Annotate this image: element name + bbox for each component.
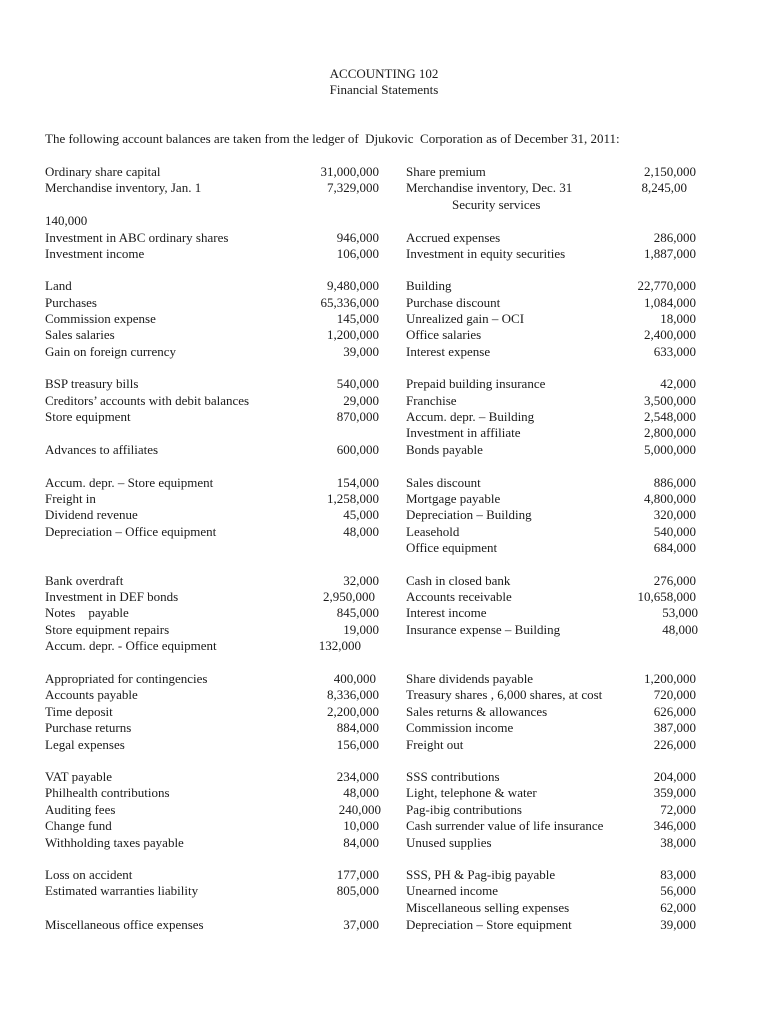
account-balance: 633,000 xyxy=(653,344,696,359)
account-name: SSS, PH & Pag-ibig payable xyxy=(406,867,556,882)
account-balance: 38,000 xyxy=(660,835,696,850)
account-name: Unrealized gain – OCI xyxy=(406,311,525,326)
account-balance: 684,000 xyxy=(653,540,696,555)
account-balance: 946,000 xyxy=(336,230,379,245)
account-name: Unearned income xyxy=(406,883,499,898)
ledger-row xyxy=(0,344,768,360)
account-balance: 37,000 xyxy=(343,917,379,932)
account-name: Depreciation – Building xyxy=(406,507,532,522)
account-balance: 886,000 xyxy=(653,475,696,490)
account-name: Depreciation – Office equipment xyxy=(45,524,217,539)
ledger-row xyxy=(0,687,768,703)
account-name: VAT payable xyxy=(45,769,113,784)
account-name: Light, telephone & water xyxy=(406,785,537,800)
ledger-row xyxy=(0,230,768,246)
account-balance: 39,000 xyxy=(660,917,696,932)
ledger-row xyxy=(0,507,768,523)
account-name: Freight out xyxy=(406,737,464,752)
ledger-row xyxy=(0,164,768,180)
account-name: BSP treasury bills xyxy=(45,376,139,391)
ledger-row xyxy=(0,818,768,834)
account-balance: 234,000 xyxy=(336,769,379,784)
account-balance: 805,000 xyxy=(336,883,379,898)
account-name: Accum. depr. – Building xyxy=(406,409,535,424)
intro-text: The following account balances are taken from the ledger of Djukovic Corporation as of December 31, 2011: xyxy=(45,131,620,146)
account-name: Accounts receivable xyxy=(406,589,512,604)
account-name: Bank overdraft xyxy=(45,573,124,588)
account-name: SSS contributions xyxy=(406,769,500,784)
account-name: Store equipment repairs xyxy=(45,622,170,637)
account-balance: 600,000 xyxy=(336,442,379,457)
account-balance: 720,000 xyxy=(653,687,696,702)
account-balance: 870,000 xyxy=(336,409,379,424)
ledger-row xyxy=(0,393,768,409)
account-balance: 72,000 xyxy=(660,802,696,817)
account-name: Office salaries xyxy=(406,327,482,342)
account-balance: 19,000 xyxy=(343,622,379,637)
account-name: Estimated warranties liability xyxy=(45,883,199,898)
account-name: Miscellaneous selling expenses xyxy=(406,900,570,915)
account-name: Bonds payable xyxy=(406,442,483,457)
account-name: Change fund xyxy=(45,818,112,833)
ledger-row xyxy=(0,785,768,801)
ledger-row xyxy=(0,376,768,392)
account-balance: 4,800,000 xyxy=(644,491,696,506)
ledger-row xyxy=(0,425,768,441)
account-balance: 84,000 xyxy=(343,835,379,850)
ledger-row xyxy=(0,704,768,720)
account-balance: 2,200,000 xyxy=(327,704,379,719)
account-name: Investment in affiliate xyxy=(406,425,521,440)
account-balance: 65,336,000 xyxy=(320,295,379,310)
ledger-row xyxy=(0,802,768,818)
account-balance: 1,887,000 xyxy=(644,246,696,261)
account-balance: 53,000 xyxy=(662,605,698,620)
account-balance: 132,000 xyxy=(318,638,361,653)
ledger-row xyxy=(0,622,768,638)
account-balance: 2,950,000 xyxy=(323,589,375,604)
account-name: Depreciation – Store equipment xyxy=(406,917,572,932)
ledger-row xyxy=(0,409,768,425)
account-name: Auditing fees xyxy=(45,802,116,817)
account-name: Investment in DEF bonds xyxy=(45,589,179,604)
account-name: Pag-ibig contributions xyxy=(406,802,522,817)
ledger-row xyxy=(0,900,768,916)
account-balance: 1,200,000 xyxy=(327,327,379,342)
account-balance: 3,500,000 xyxy=(644,393,696,408)
account-balance: 8,336,000 xyxy=(327,687,379,702)
account-balance: 32,000 xyxy=(343,573,379,588)
account-balance: 845,000 xyxy=(336,605,379,620)
ledger-row xyxy=(0,278,768,294)
account-name: Office equipment xyxy=(406,540,498,555)
account-balance: 5,000,000 xyxy=(644,442,696,457)
account-balance: 48,000 xyxy=(343,785,379,800)
account-name: Purchases xyxy=(45,295,97,310)
account-balance: 9,480,000 xyxy=(327,278,379,293)
account-name: Interest expense xyxy=(406,344,491,359)
account-balance: 18,000 xyxy=(660,311,696,326)
account-balance: 884,000 xyxy=(336,720,379,735)
account-name: Investment in equity securities xyxy=(406,246,566,261)
account-name: Merchandise inventory, Dec. 31 xyxy=(406,180,573,195)
account-name: Prepaid building insurance xyxy=(406,376,546,391)
account-name: Ordinary share capital xyxy=(45,164,161,179)
account-name: Withholding taxes payable xyxy=(45,835,184,850)
account-balance: 177,000 xyxy=(336,867,379,882)
account-name: Accum. depr. – Store equipment xyxy=(45,475,214,490)
account-balance: 154,000 xyxy=(336,475,379,490)
account-name: Purchase discount xyxy=(406,295,501,310)
ledger-row xyxy=(0,917,768,933)
ledger-row xyxy=(0,638,768,654)
account-balance: 2,548,000 xyxy=(644,409,696,424)
ledger-row xyxy=(0,327,768,343)
account-name: Land xyxy=(45,278,72,293)
account-name: Freight in xyxy=(45,491,96,506)
account-name: Share premium xyxy=(406,164,486,179)
account-name: Creditors’ accounts with debit balances xyxy=(45,393,250,408)
account-balance: 400,000 xyxy=(333,671,376,686)
account-balance: 62,000 xyxy=(660,900,696,915)
account-name: Dividend revenue xyxy=(45,507,138,522)
ledger-row xyxy=(0,867,768,883)
account-name: Mortgage payable xyxy=(406,491,501,506)
account-name: Appropriated for contingencies xyxy=(45,671,208,686)
account-name: Store equipment xyxy=(45,409,131,424)
account-name: Investment in ABC ordinary shares xyxy=(45,230,229,245)
account-name: Investment income xyxy=(45,246,145,261)
account-balance: 540,000 xyxy=(336,376,379,391)
ledger-row xyxy=(0,737,768,753)
ledger-row xyxy=(0,671,768,687)
ledger-row xyxy=(0,835,768,851)
account-name: Notes payable xyxy=(45,605,129,620)
account-name: Merchandise inventory, Jan. 1 xyxy=(45,180,202,195)
account-balance: 276,000 xyxy=(653,573,696,588)
document-subtitle: Financial Statements xyxy=(329,82,439,97)
ledger-row xyxy=(0,475,768,491)
ledger-row xyxy=(0,524,768,540)
account-balance: 45,000 xyxy=(343,507,379,522)
account-balance: 2,400,000 xyxy=(644,327,696,342)
account-name: Time deposit xyxy=(45,704,113,719)
ledger-row xyxy=(0,605,768,621)
account-name: Legal expenses xyxy=(45,737,125,752)
account-name: Unused supplies xyxy=(406,835,492,850)
ledger-row xyxy=(0,540,768,556)
account-name: Commission expense xyxy=(45,311,156,326)
account-balance: 359,000 xyxy=(653,785,696,800)
ledger-row xyxy=(0,442,768,458)
account-balance: 42,000 xyxy=(660,376,696,391)
ledger-row xyxy=(0,589,768,605)
account-balance: 56,000 xyxy=(660,883,696,898)
account-balance: 48,000 xyxy=(343,524,379,539)
account-balance: 106,000 xyxy=(336,246,379,261)
ledger-row xyxy=(0,720,768,736)
account-balance: 240,000 xyxy=(338,802,381,817)
ledger-row xyxy=(0,769,768,785)
account-name: Building xyxy=(406,278,452,293)
account-name: Gain on foreign currency xyxy=(45,344,177,359)
account-name: Philhealth contributions xyxy=(45,785,170,800)
account-balance: 346,000 xyxy=(653,818,696,833)
account-name: Treasury shares , 6,000 shares, at cost xyxy=(406,687,603,702)
ledger-row xyxy=(0,295,768,311)
account-balance: 2,800,000 xyxy=(644,425,696,440)
account-name: Sales discount xyxy=(406,475,481,490)
account-name: Commission income xyxy=(406,720,514,735)
account-name: Cash in closed bank xyxy=(406,573,511,588)
account-balance: 29,000 xyxy=(343,393,379,408)
account-balance: 387,000 xyxy=(653,720,696,735)
account-name: Sales returns & allowances xyxy=(406,704,548,719)
account-name: Insurance expense – Building xyxy=(406,622,561,637)
account-balance: 1,258,000 xyxy=(327,491,379,506)
account-balance: 204,000 xyxy=(653,769,696,784)
course-title: ACCOUNTING 102 xyxy=(329,66,439,81)
account-balance: 1,200,000 xyxy=(644,671,696,686)
account-balance: 7,329,000 xyxy=(327,180,379,195)
account-balance: 22,770,000 xyxy=(637,278,696,293)
account-balance: 626,000 xyxy=(653,704,696,719)
account-balance: 156,000 xyxy=(336,737,379,752)
ledger-row xyxy=(0,491,768,507)
account-name: Advances to affiliates xyxy=(45,442,159,457)
account-balance: 10,000 xyxy=(343,818,379,833)
account-name: Purchase returns xyxy=(45,720,132,735)
account-name: Sales salaries xyxy=(45,327,115,342)
account-balance: 286,000 xyxy=(653,230,696,245)
account-name: Leasehold xyxy=(406,524,460,539)
account-name: Accrued expenses xyxy=(406,230,501,245)
account-balance: 8,245,00 xyxy=(641,180,687,195)
ledger-row xyxy=(0,883,768,899)
account-name: Accum. depr. - Office equipment xyxy=(45,638,217,653)
ledger-row xyxy=(0,246,768,262)
account-balance: 2,150,000 xyxy=(644,164,696,179)
account-name: Miscellaneous office expenses xyxy=(45,917,204,932)
account-name: Share dividends payable xyxy=(406,671,534,686)
account-balance: 48,000 xyxy=(662,622,698,637)
account-name: Accounts payable xyxy=(45,687,138,702)
account-name: Interest income xyxy=(406,605,487,620)
account-name: Loss on accident xyxy=(45,867,133,882)
account-name: Cash surrender value of life insurance xyxy=(406,818,604,833)
account-balance: 540,000 xyxy=(653,524,696,539)
account-balance: 39,000 xyxy=(343,344,379,359)
account-balance: 226,000 xyxy=(653,737,696,752)
account-balance: 31,000,000 xyxy=(320,164,379,179)
account-balance: 1,084,000 xyxy=(644,295,696,310)
ledger-row xyxy=(0,180,768,196)
account-balance: 320,000 xyxy=(653,507,696,522)
wrapped-value: 140,000 xyxy=(45,213,88,228)
account-balance: 10,658,000 xyxy=(637,589,696,604)
account-balance: 145,000 xyxy=(336,311,379,326)
account-name: Franchise xyxy=(406,393,457,408)
wrapped-label: Security services xyxy=(452,197,541,212)
account-balance: 83,000 xyxy=(660,867,696,882)
ledger-row xyxy=(0,573,768,589)
ledger-row xyxy=(0,311,768,327)
